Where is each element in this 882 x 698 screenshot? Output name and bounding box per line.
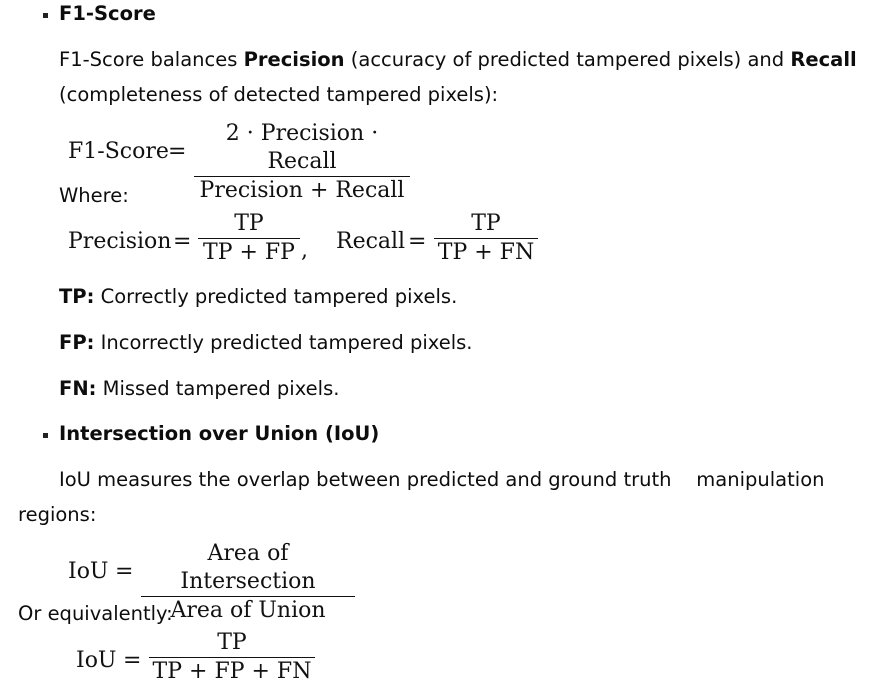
definition-text: Missed tampered pixels. bbox=[96, 377, 340, 400]
definition-text: Correctly predicted tampered pixels. bbox=[94, 285, 458, 308]
recall-formula-lhs: Recall bbox=[336, 229, 406, 254]
definition-fn bbox=[59, 377, 339, 401]
iou-formula-fraction bbox=[141, 540, 355, 625]
definition-text: Incorrectly predicted tampered pixels. bbox=[94, 331, 473, 354]
f1-intro-line2: (completeness of detected tampered pixels): bbox=[59, 83, 499, 106]
precision-formula-fraction bbox=[198, 210, 300, 267]
f1-intro-pre: F1-Score balances bbox=[59, 48, 244, 71]
f1-intro-line1 bbox=[59, 48, 857, 72]
recall-numerator: TP bbox=[471, 211, 501, 236]
f1-intro-mid: (accuracy of predicted tampered pixels) and bbox=[344, 48, 791, 71]
f1-formula-numerator: 2 · Precision · Recall bbox=[225, 121, 379, 174]
iou-formula-lhs: IoU bbox=[68, 559, 109, 584]
precision-denominator: TP + FP bbox=[203, 240, 295, 265]
section-heading-iou: Intersection over Union (IoU) bbox=[59, 422, 380, 445]
definition-fp bbox=[59, 331, 473, 355]
f1-intro-precision: Precision bbox=[243, 48, 345, 71]
iou-formula2-denominator: TP + FP + FN bbox=[152, 659, 312, 684]
precision-formula-lhs: Precision bbox=[68, 229, 172, 254]
definition-tp bbox=[59, 285, 457, 309]
definition-term: FP: bbox=[59, 331, 95, 354]
iou-formula-numerator: Area of Intersection bbox=[180, 541, 316, 594]
f1-formula-fraction bbox=[194, 120, 410, 205]
precision-formula-comma: , bbox=[301, 238, 308, 263]
iou-formula2-fraction bbox=[149, 629, 315, 686]
definition-term: FN: bbox=[59, 377, 97, 400]
precision-numerator: TP bbox=[234, 211, 264, 236]
definition-term: TP: bbox=[59, 285, 95, 308]
iou-intro-line2: regions: bbox=[18, 503, 97, 526]
section-heading-f1: F1-Score bbox=[59, 2, 156, 25]
f1-formula-denominator: Precision + Recall bbox=[199, 178, 405, 203]
iou-formula-equals: = bbox=[115, 559, 134, 584]
recall-formula-fraction bbox=[434, 210, 538, 267]
where-label: Where: bbox=[59, 184, 129, 207]
iou-formula-denominator: Area of Union bbox=[170, 598, 326, 623]
recall-denominator: TP + FN bbox=[437, 240, 535, 265]
f1-formula-equals: = bbox=[168, 139, 187, 164]
iou-intro-line1: IoU measures the overlap between predicted and ground truth manipulation bbox=[59, 468, 825, 491]
f1-intro-recall: Recall bbox=[790, 48, 857, 71]
or-equivalently-label: Or equivalently: bbox=[18, 602, 173, 625]
iou-formula2-numerator: TP bbox=[217, 630, 247, 655]
iou-formula2-equals: = bbox=[123, 648, 142, 673]
recall-formula-equals: = bbox=[408, 229, 427, 254]
f1-formula-lhs: F1-Score bbox=[68, 139, 169, 164]
bullet-icon bbox=[43, 433, 48, 438]
precision-formula-equals: = bbox=[173, 229, 192, 254]
bullet-icon bbox=[43, 13, 48, 18]
iou-formula2-lhs: IoU bbox=[76, 648, 117, 673]
